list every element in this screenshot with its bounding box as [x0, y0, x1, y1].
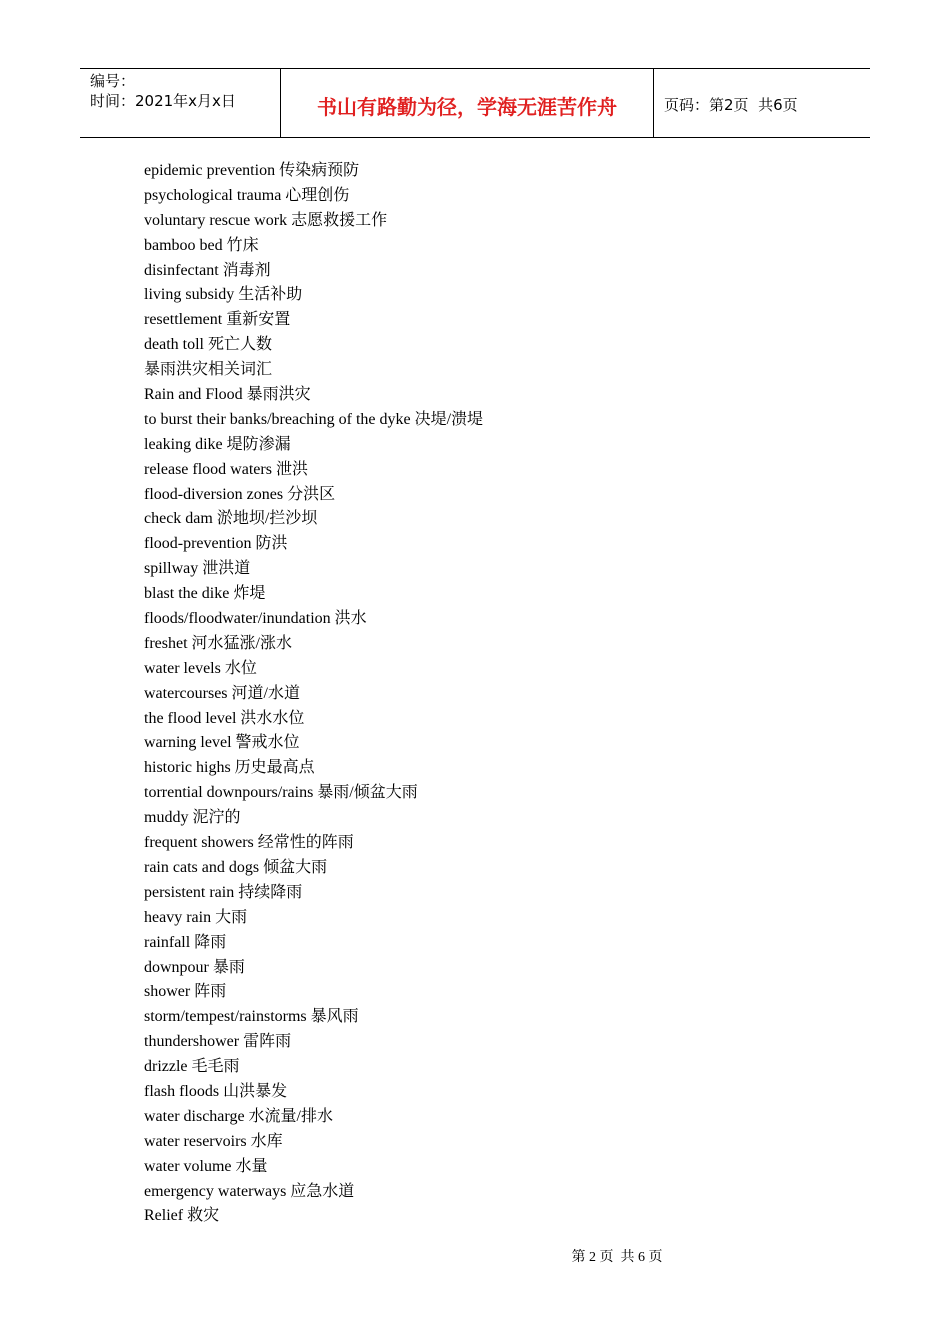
vocabulary-entry: water discharge 水流量/排水 [144, 1107, 333, 1125]
vocabulary-entry: spillway 泄洪道 [144, 560, 251, 578]
header-motto-cell [281, 69, 654, 137]
vocabulary-entry: water levels 水位 [144, 659, 257, 677]
vocabulary-entry: resettlement 重新安置 [144, 311, 291, 329]
vocabulary-entry: flood-diversion zones 分洪区 [144, 485, 336, 503]
vocabulary-entry: torrential downpours/rains 暴雨/倾盆大雨 [144, 784, 418, 802]
vocabulary-entry: leaking dike 堤防渗漏 [144, 435, 291, 453]
vocabulary-entry: warning level 警戒水位 [144, 734, 300, 752]
vocabulary-entry: drizzle 毛毛雨 [144, 1058, 240, 1076]
vocabulary-entry: living subsidy 生活补助 [144, 286, 303, 304]
vocabulary-entry: persistent rain 持续降雨 [144, 883, 303, 901]
header-page-info: 页码：第2页 共6页 [664, 95, 798, 114]
vocabulary-entry: voluntary rescue work 志愿救援工作 [144, 211, 388, 229]
vocabulary-entry: floods/floodwater/inundation 洪水 [144, 610, 367, 628]
vocabulary-entry: rain cats and dogs 倾盆大雨 [144, 858, 328, 876]
vocabulary-entry: bamboo bed 竹床 [144, 236, 259, 254]
vocabulary-entry: water reservoirs 水库 [144, 1132, 283, 1150]
vocabulary-entry: rainfall 降雨 [144, 933, 227, 951]
vocabulary-entry: historic highs 历史最高点 [144, 759, 315, 777]
vocabulary-entry: disinfectant 消毒剂 [144, 261, 271, 279]
vocabulary-entry: release flood waters 泄洪 [144, 460, 308, 478]
vocabulary-entry: 暴雨洪灾相关词汇 [144, 361, 273, 379]
vocabulary-entry: watercourses 河道/水道 [144, 684, 300, 702]
vocabulary-entry: Rain and Flood 暴雨洪灾 [144, 386, 311, 404]
vocabulary-entry: downpour 暴雨 [144, 958, 245, 976]
vocabulary-entry: thundershower 雷阵雨 [144, 1033, 292, 1051]
vocabulary-entry: muddy 泥泞的 [144, 809, 241, 827]
vocabulary-entry: emergency waterways 应急水道 [144, 1182, 355, 1200]
vocabulary-entry: epidemic prevention 传染病预防 [144, 162, 360, 179]
vocabulary-entry: check dam 淤地坝/拦沙坝 [144, 510, 318, 528]
vocabulary-list [144, 159, 844, 1229]
motto-text: 书山有路勤为径，学海无涯苦作舟 [317, 94, 617, 119]
vocabulary-entry: to burst their banks/breaching of the dyke 决堤/溃堤 [144, 410, 484, 428]
vocabulary-entry: Relief 救灾 [144, 1207, 220, 1225]
vocabulary-entry: shower 阵雨 [144, 983, 227, 1001]
serial-number-label: 编号： [90, 72, 136, 90]
vocabulary-entry: water volume 水量 [144, 1157, 268, 1175]
vocabulary-entry: the flood level 洪水水位 [144, 709, 305, 727]
vocabulary-entry: flash floods 山洪暴发 [144, 1082, 288, 1100]
vocabulary-entry: psychological trauma 心理创伤 [144, 186, 350, 204]
vocabulary-entry: flood-prevention 防洪 [144, 535, 288, 553]
vocabulary-entry: frequent showers 经常性的阵雨 [144, 834, 354, 852]
vocabulary-entry: heavy rain 大雨 [144, 908, 248, 926]
date-label: 时间：2021年x月x日 [90, 92, 236, 110]
vocabulary-entry: freshet 河水猛涨/涨水 [144, 634, 292, 652]
vocabulary-entry: blast the dike 炸堤 [144, 585, 266, 603]
vocabulary-entry: death toll 死亡人数 [144, 336, 272, 354]
header-meta [80, 69, 281, 137]
page-header [80, 68, 870, 138]
vocabulary-entry: storm/tempest/rainstorms 暴风雨 [144, 1008, 359, 1026]
page-footer: 第 2 页 共 6 页 [571, 1250, 663, 1265]
